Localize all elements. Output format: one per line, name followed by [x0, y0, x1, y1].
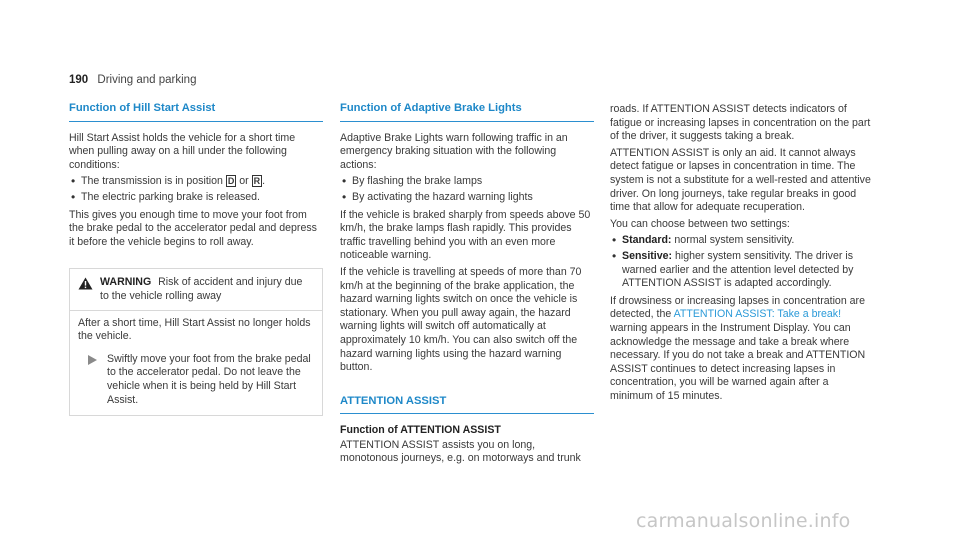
paragraph-text: If drowsiness or increasing lapses in concentration are detected, the — [610, 294, 865, 321]
conditions-list — [69, 175, 323, 204]
watermark: carmanualsonline.info — [636, 510, 851, 532]
attention-assist-message-link[interactable]: ATTENTION ASSIST: Take a break! — [673, 308, 842, 321]
paragraph: If the vehicle is braked sharply from speeds above 50 km/h, the brake lamps flash rapidly. This provides traffic travelling behind you with an even more noticeable warning. — [340, 208, 591, 262]
list-item: • By activating the hazard warning lights — [340, 191, 594, 205]
chapter-title: Driving and parking — [97, 74, 197, 86]
warning-header — [70, 269, 322, 310]
warning-triangle-icon — [78, 276, 94, 303]
setting-text: normal system sensitivity. — [674, 234, 795, 247]
section-title-adaptive-brake-lights: Function of Adaptive Brake Lights — [340, 102, 594, 122]
warning-text: Risk of accident and injury due to the vehicle rolling away — [100, 276, 303, 302]
paragraph: You can choose between two settings: — [610, 217, 790, 230]
paragraph: roads. If ATTENTION ASSIST detects indicators of fatigue or increasing lapses in concentration on the part of the driver, it suggests taking a break. — [610, 103, 871, 143]
paragraph: ATTENTION ASSIST assists you on long, monotonous journeys, e.g. on motorways and trunk — [340, 438, 581, 465]
subsection-title: Function of ATTENTION ASSIST — [340, 424, 501, 437]
warning-box — [69, 268, 323, 416]
actions-list — [340, 175, 594, 204]
warning-label: WARNING — [100, 276, 152, 289]
settings-list — [610, 234, 874, 290]
paragraph — [610, 295, 874, 404]
paragraph-text: warning appears in the Instrument Display. You can acknowledge the message and take a break where necessary. If you do not take a break and ATTENTION ASSIST continues to detect increasing lapses in concentration, you will be warned again after a minimum of 15 minutes. — [610, 321, 866, 402]
list-item: • The electric parking brake is released. — [69, 191, 323, 205]
setting-label: Sensitive: — [622, 249, 673, 262]
column-hill-start-assist — [69, 102, 323, 416]
warning-action-text: Swiftly move your foot from the brake pedal to the accelerator pedal. Do not leave the vehicle when it is being held by Hill Start Assist. — [107, 352, 311, 406]
warning-body-text: After a short time, Hill Start Assist no longer holds the vehicle. — [78, 316, 311, 343]
paragraph: Hill Start Assist holds the vehicle for a short time when pulling away on a hill under the following conditions: — [69, 131, 296, 171]
paragraph: Adaptive Brake Lights warn following traffic in an emergency braking situation with the following actions: — [340, 131, 568, 171]
paragraph: This gives you enough time to move your foot from the brake pedal to the accelerator pedal and depress it before the vehicle begins to roll away. — [69, 208, 317, 248]
column-adaptive-brake-lights — [340, 102, 594, 469]
gear-d-symbol: D — [227, 176, 235, 187]
setting-text: higher system sensitivity. The driver is warned earlier and the attention level detected by ATTENTION ASSIST is adapted accordingly. — [622, 249, 854, 290]
attention-assist-section — [340, 395, 594, 466]
warning-action — [78, 353, 314, 407]
section-title-attention-assist: ATTENTION ASSIST — [340, 395, 594, 415]
gear-r-symbol: R — [253, 176, 261, 187]
setting-label: Standard: — [622, 234, 672, 247]
paragraph: ATTENTION ASSIST is only an aid. It cannot always detect fatigue or lapses in concentration in time. The system is not a substitute for a well-rested and attentive driver. On long journeys, take regular breaks in good time that allow for adequate recuperation. — [610, 146, 871, 214]
warning-body — [70, 311, 322, 416]
paragraph: If the vehicle is travelling at speeds of more than 70 km/h at the beginning of the brake application, the hazard warning lights switch on once the vehicle is stationary. When you pull away again, the hazard warning lights will switch off automatically at approximately 10 km/h. You can also switch off the hazard warning lights using the hazard warning button. — [340, 265, 582, 374]
setting-sensitive — [610, 250, 874, 291]
arrow-right-icon — [88, 353, 98, 407]
list-item: • The transmission is in position D or R . — [69, 175, 323, 189]
section-title-hill-start-assist: Function of Hill Start Assist — [69, 102, 323, 122]
page-header — [69, 74, 196, 86]
column-attention-assist-continued — [610, 103, 874, 406]
setting-standard — [610, 234, 874, 248]
page-number: 190 — [69, 74, 89, 86]
list-item: • By flashing the brake lamps — [340, 175, 594, 189]
